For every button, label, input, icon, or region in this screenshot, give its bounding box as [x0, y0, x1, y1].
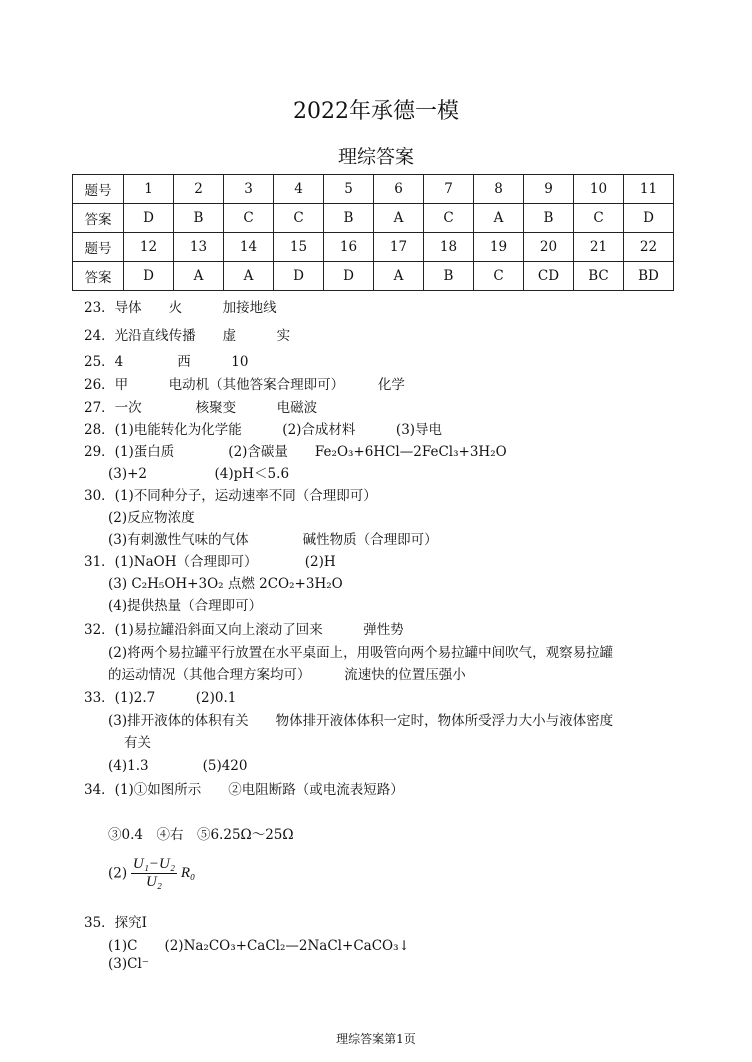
- table-cell: 5: [324, 175, 374, 204]
- answer-30-line-2: (2)反应物浓度: [108, 510, 195, 526]
- table-cell: A: [474, 204, 524, 233]
- table-cell: 2: [174, 175, 224, 204]
- table-cell: B: [174, 204, 224, 233]
- row-label: 答案: [73, 262, 124, 291]
- table-cell: 6: [374, 175, 424, 204]
- answer-35-line-3: (3)Cl⁻: [108, 956, 149, 972]
- table-cell: BD: [624, 262, 674, 291]
- table-cell: D: [624, 204, 674, 233]
- table-cell: 21: [574, 233, 624, 262]
- table-cell: B: [524, 204, 574, 233]
- fraction-numerator: U₁−U₂: [132, 856, 176, 872]
- answer-28: 28．(1)电能转化为化学能 (2)合成材料 (3)导电: [84, 422, 443, 438]
- formula-prefix: (2): [108, 865, 128, 882]
- table-cell: 14: [224, 233, 274, 262]
- answer-32-line-2: (2)将两个易拉罐平行放置在水平桌面上，用吸管向两个易拉罐中间吹气，观察易拉罐: [108, 645, 614, 661]
- answer-29-line-1: 29．(1)蛋白质 (2)含碳量 Fe₂O₃+6HCl—2FeCl₃+3H₂O: [84, 444, 507, 460]
- table-cell: D: [124, 262, 174, 291]
- table-row-answers-2: [73, 262, 674, 291]
- table-cell: 4: [274, 175, 324, 204]
- answer-35-line-1: 35．探究Ⅰ: [84, 915, 148, 931]
- answer-25: 25．4 西 10: [84, 354, 249, 370]
- answer-34-line-1: 34．(1)①如图所示 ②电阻断路（或电流表短路）: [84, 782, 404, 798]
- table-cell: A: [374, 262, 424, 291]
- fraction-formula: [108, 856, 195, 891]
- table-cell: C: [224, 204, 274, 233]
- answer-31-line-2: (3) C₂H₅OH+3O₂ 点燃 2CO₂+3H₂O: [108, 576, 343, 592]
- table-cell: B: [424, 262, 474, 291]
- answer-33-line-4: (4)1.3 (5)420: [108, 758, 248, 774]
- fraction-denominator: U₂: [145, 874, 163, 890]
- table-cell: D: [274, 262, 324, 291]
- answer-29-line-2: (3)+2 (4)pH＜5.6: [108, 466, 290, 482]
- table-cell: 18: [424, 233, 474, 262]
- formula-tail: R₀: [180, 865, 196, 881]
- answer-23: 23．导体 火 加接地线: [84, 300, 277, 316]
- table-cell: 11: [624, 175, 674, 204]
- table-cell: 15: [274, 233, 324, 262]
- table-cell: C: [274, 204, 324, 233]
- answer-32-line-3: 的运动情况（其他合理方案均可） 流速快的位置压强小: [108, 667, 466, 683]
- table-cell: BC: [574, 262, 624, 291]
- table-cell: 12: [124, 233, 174, 262]
- table-cell: 17: [374, 233, 424, 262]
- table-row-questions-2: [73, 233, 674, 262]
- exam-subtitle: 理综答案: [337, 146, 414, 168]
- answer-30-line-1: 30．(1)不同种分子，运动速率不同（合理即可）: [84, 488, 377, 504]
- table-cell: B: [324, 204, 374, 233]
- row-label: 题号: [73, 233, 124, 262]
- answer-27: 27．一次 核聚变 电磁波: [84, 400, 318, 416]
- row-label: 答案: [73, 204, 124, 233]
- table-cell: 22: [624, 233, 674, 262]
- table-cell: C: [474, 262, 524, 291]
- answer-31-line-1: 31．(1)NaOH（合理即可） (2)H: [84, 554, 336, 570]
- table-cell: 10: [574, 175, 624, 204]
- answer-33-line-3: 有关: [124, 735, 151, 751]
- row-label: 题号: [73, 175, 124, 204]
- answer-30-line-3: (3)有刺激性气味的气体 碱性物质（合理即可）: [108, 532, 438, 548]
- table-cell: D: [124, 204, 174, 233]
- answer-35-line-2: (1)C (2)Na₂CO₃+CaCl₂—2NaCl+CaCO₃↓: [108, 938, 410, 954]
- table-cell: D: [324, 262, 374, 291]
- answer-24: 24．光沿直线传播 虚 实: [84, 328, 291, 344]
- answer-32-line-1: 32．(1)易拉罐沿斜面又向上滚动了回来 弹性势: [84, 622, 404, 638]
- table-cell: C: [574, 204, 624, 233]
- table-cell: 9: [524, 175, 574, 204]
- answer-26: 26．甲 电动机（其他答案合理即可） 化学: [84, 377, 405, 393]
- answer-34-line-2: ③0.4 ④右 ⑤6.25Ω～25Ω: [108, 827, 294, 843]
- table-cell: 20: [524, 233, 574, 262]
- table-cell: 8: [474, 175, 524, 204]
- table-cell: C: [424, 204, 474, 233]
- table-cell: 13: [174, 233, 224, 262]
- table-cell: 7: [424, 175, 474, 204]
- answer-33-line-2: (3)排开液体的体积有关 物体排开液体体积一定时，物体所受浮力大小与液体密度: [108, 713, 614, 729]
- answer-table: [72, 174, 674, 291]
- page-footer: 理综答案第1页: [336, 1032, 416, 1046]
- answer-33-line-1: 33．(1)2.7 (2)0.1: [84, 690, 237, 706]
- table-cell: 19: [474, 233, 524, 262]
- table-cell: 1: [124, 175, 174, 204]
- table-cell: 3: [224, 175, 274, 204]
- table-cell: A: [174, 262, 224, 291]
- table-cell: A: [374, 204, 424, 233]
- table-cell: A: [224, 262, 274, 291]
- table-row-answers-1: [73, 204, 674, 233]
- table-cell: 16: [324, 233, 374, 262]
- fraction: [131, 856, 177, 891]
- answer-31-line-3: (4)提供热量（合理即可）: [108, 598, 263, 614]
- table-cell: CD: [524, 262, 574, 291]
- table-row-questions-1: [73, 175, 674, 204]
- exam-title: 2022年承德一模: [293, 99, 459, 124]
